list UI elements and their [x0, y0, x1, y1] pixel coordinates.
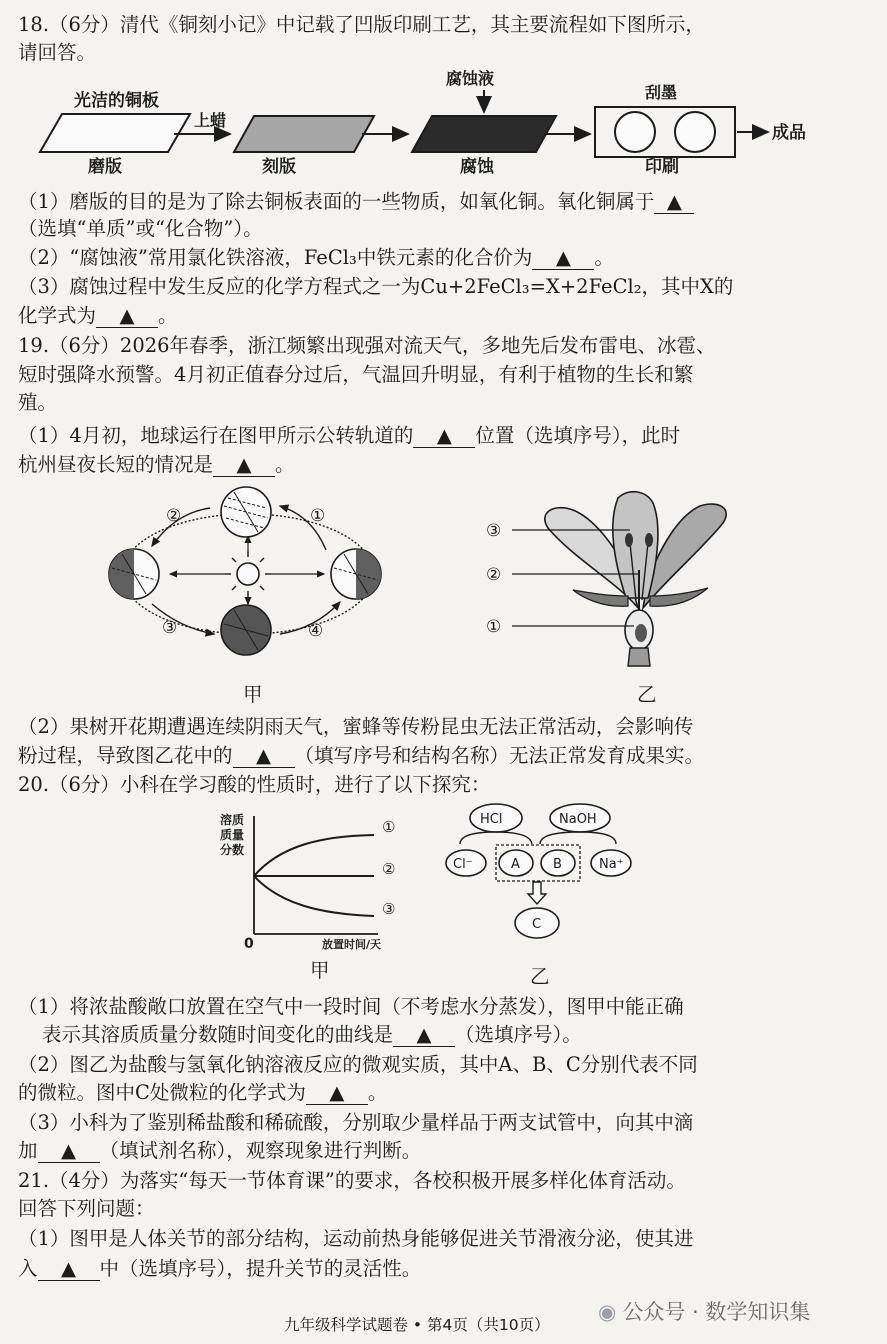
- q20-part2-cont: 的微粒。图中C处微粒的化学式为 ▲ 。: [18, 1081, 388, 1104]
- page-footer: 九年级科学试题卷 • 第4页（共10页）: [284, 1316, 550, 1334]
- q20-part2: （2）图乙为盐酸与氢氧化钠溶液反应的微观实质，其中A、B、C分别代表不同: [18, 1053, 698, 1076]
- naoh-label: NaOH: [559, 812, 597, 827]
- answer-blank-20-2[interactable]: ▲: [306, 1082, 368, 1105]
- answer-blank-18-3[interactable]: ▲: [96, 305, 158, 328]
- copper-plate-shape: [40, 114, 190, 152]
- curve-label-2: ②: [382, 860, 396, 878]
- flow-arrow1-label: 上蜡: [194, 111, 227, 130]
- na-ion-label: Na⁺: [599, 857, 624, 872]
- particle-b-label: B: [553, 857, 562, 872]
- cl-ion-label: Cl⁻: [453, 857, 473, 872]
- answer-blank-20-1[interactable]: ▲: [393, 1024, 455, 1047]
- q19-part2: （2）果树开花期遭遇连续阴雨天气，蜜蜂等传粉昆虫无法正常活动，会影响传: [18, 715, 694, 738]
- q18-header-cont: 请回答。: [18, 41, 97, 64]
- q19-header-2: 短时强降水预警。4月初正值春分过后，气温回升明显，有利于植物的生长和繁: [18, 363, 694, 386]
- q21-header-2: 回答下列问题：: [18, 1197, 155, 1220]
- flow-step4-bottom: 印刷: [645, 157, 679, 177]
- answer-blank-19-1[interactable]: ▲: [413, 425, 475, 448]
- answer-blank-19-2[interactable]: ▲: [213, 454, 275, 477]
- curve-1: [254, 835, 374, 876]
- roller-left: [615, 112, 655, 152]
- q19-part1-cont: 杭州昼夜长短的情况是 ▲ 。: [18, 453, 295, 476]
- q19-part1: （1）4月初，地球运行在图甲所示公转轨道的 ▲ 位置（选填序号），此时: [18, 424, 681, 447]
- earth-bottom: [221, 605, 271, 655]
- sun-icon: [225, 551, 271, 597]
- q19-caption-a: 甲: [243, 683, 263, 706]
- q20-caption-a: 甲: [310, 959, 330, 982]
- q20-caption-b: 乙: [530, 965, 550, 988]
- wechat-icon: ◉: [598, 1300, 617, 1324]
- orbit-label-4: ④: [308, 621, 324, 641]
- q18-part2: （2）“腐蚀液”常用氯化铁溶液，FeCl₃中铁元素的化合价为 ▲ 。: [18, 246, 614, 269]
- flow-step1-top: 光洁的铜板: [74, 91, 159, 111]
- flower-diagram: [478, 488, 768, 673]
- flow-step3-top: 腐蚀液: [446, 70, 495, 88]
- orbit-label-3: ③: [162, 618, 178, 638]
- roller-right: [675, 112, 715, 152]
- watermark-text: 公众号 · 数学知识集: [622, 1300, 811, 1324]
- earth-left: [109, 549, 159, 599]
- q18-header: 18.（6分）清代《铜刻小记》中记载了凹版印刷工艺，其主要流程如下图所示，: [18, 13, 705, 36]
- q20-part1: （1）将浓盐酸敞口放置在空气中一段时间（不考虑水分蒸发），图甲中能正确: [18, 995, 684, 1018]
- q19-part2-cont: 粉过程，导致图乙花中的 ▲ （填写序号和结构名称）无法正常发育成果实。: [18, 744, 705, 767]
- flow-step2-bottom: 刻版: [262, 157, 296, 177]
- orbit-diagram: [90, 478, 410, 668]
- particle-c-label: C: [532, 917, 542, 932]
- earth-top: [221, 487, 271, 537]
- graph-xlabel: 放置时间/天: [322, 938, 382, 951]
- q18-part3: （3）腐蚀过程中发生反应的化学方程式之一为Cu+2FeCl₃=X+2FeCl₂，其中X的: [18, 275, 734, 298]
- q18-part1-cont: （选填“单质”或“化合物”）。: [18, 217, 263, 240]
- q21-part1-cont: 入 ▲ 中（选填序号），提升关节的灵活性。: [18, 1257, 422, 1280]
- curve-3: [254, 876, 374, 916]
- waxed-plate-shape: [234, 116, 374, 152]
- q18-part1: （1）磨版的目的是为了除去铜板表面的一些物质，如氧化铜。氧化铜属于 ▲: [18, 189, 694, 215]
- q18-flow-diagram: [0, 70, 887, 182]
- flower-illustration: [545, 492, 726, 666]
- q20-header: 20.（6分）小科在学习酸的性质时，进行了以下探究：: [18, 773, 491, 796]
- etched-plate-shape: [412, 116, 556, 152]
- hcl-label: HCl: [480, 812, 503, 827]
- flower-label-1: ①: [486, 617, 502, 637]
- graph-origin: 0: [244, 936, 254, 952]
- q21-header: 21.（4分）为落实“每天一节体育课”的要求，各校积极开展多样化体育活动。: [18, 1169, 686, 1192]
- svg-text:分数: 分数: [220, 843, 245, 857]
- watermark: [598, 1296, 810, 1326]
- flow-step1-bottom: 磨版: [88, 157, 122, 177]
- answer-blank-20-3[interactable]: ▲: [38, 1140, 100, 1163]
- graph-ylabel: [220, 812, 244, 857]
- flow-step3-bottom: 腐蚀: [460, 157, 494, 177]
- concentration-graph: [210, 806, 410, 956]
- q20-part1-cont: 表示其溶质质量分数随时间变化的曲线是 ▲ （选填序号）。: [42, 1023, 582, 1046]
- orbit-label-2: ②: [166, 506, 182, 526]
- particle-a-label: A: [511, 857, 520, 872]
- q18-part3-cont: 化学式为 ▲ 。: [18, 304, 178, 327]
- answer-blank-21-1[interactable]: ▲: [38, 1258, 100, 1281]
- q19-caption-b: 乙: [637, 683, 657, 706]
- curve-label-3: ③: [382, 900, 396, 918]
- svg-text:溶质: 溶质: [220, 813, 245, 827]
- q20-part3: （3）小科为了鉴别稀盐酸和稀硫酸，分别取少量样品于两支试管中，向其中滴: [18, 1111, 694, 1134]
- flower-label-2: ②: [486, 565, 502, 585]
- orbit-label-1: ①: [310, 506, 326, 526]
- q21-part1: （1）图甲是人体关节的部分结构，运动前热身能够促进关节滑液分泌，使其进: [18, 1227, 694, 1250]
- flow-step4-top: 刮墨: [645, 83, 678, 102]
- earth-right: [331, 549, 381, 599]
- curve-label-1: ①: [382, 818, 396, 836]
- flower-label-3: ③: [486, 521, 502, 541]
- q19-header-3: 殖。: [18, 391, 58, 414]
- answer-blank-18-1[interactable]: ▲: [654, 191, 694, 214]
- answer-blank-18-2[interactable]: ▲: [532, 247, 594, 270]
- svg-text:质量: 质量: [220, 828, 245, 842]
- flow-product: 成品: [772, 123, 806, 143]
- q20-part3-cont: 加 ▲ （填试剂名称），观察现象进行判断。: [18, 1139, 422, 1162]
- q19-header: 19.（6分）2026年春季，浙江频繁出现强对流天气，多地先后发布雷电、冰雹、: [18, 334, 716, 357]
- micro-reaction-diagram: [440, 800, 640, 950]
- answer-blank-19-3[interactable]: ▲: [233, 745, 295, 768]
